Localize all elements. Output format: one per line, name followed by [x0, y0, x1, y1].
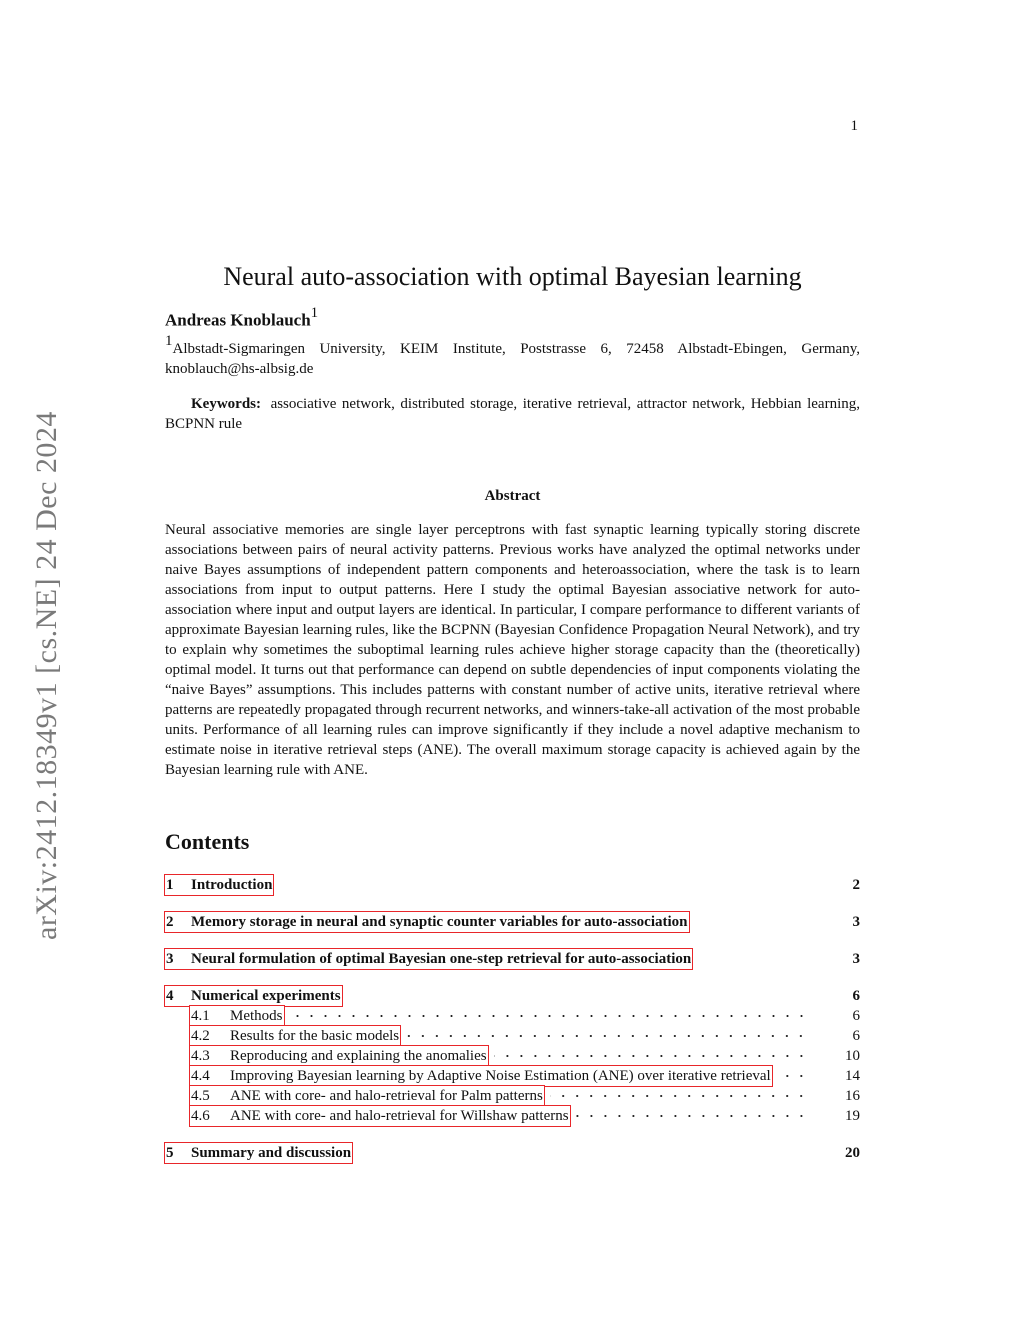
- toc-entry-number: 4: [166, 988, 174, 1004]
- toc-link[interactable]: [190, 1046, 488, 1066]
- toc-link[interactable]: [190, 1106, 570, 1126]
- abstract-heading: Abstract: [484, 488, 541, 504]
- toc-entry-title: Reproducing and explaining the anomalies: [230, 1048, 487, 1064]
- toc-entry-page: 16: [845, 1088, 860, 1104]
- toc-subsection-row: [165, 1066, 860, 1086]
- toc-section-row: [165, 1143, 860, 1163]
- toc-link[interactable]: [165, 986, 342, 1006]
- toc-subsection-row: [165, 1086, 860, 1106]
- toc-entry-number: 4.1: [191, 1008, 210, 1024]
- toc-entry-number: 4.5: [191, 1088, 210, 1104]
- toc-section-row: [165, 875, 860, 895]
- toc-entry-title: Memory storage in neural and synaptic counter variables for auto-association: [191, 914, 688, 930]
- toc-entry-title: ANE with core- and halo-retrieval for Willshaw patterns: [230, 1108, 569, 1124]
- toc-subsection-row: [165, 1106, 860, 1126]
- toc-dot-leader: [778, 1066, 810, 1086]
- toc-dot-leader: [692, 949, 840, 969]
- toc-link[interactable]: [190, 1006, 284, 1026]
- author-name: Andreas Knoblauch: [165, 310, 311, 330]
- toc-entry-title: Methods: [230, 1008, 283, 1024]
- toc-dot-leader: [406, 1026, 810, 1046]
- contents-heading: Contents: [165, 829, 250, 854]
- toc-entry-page: 2: [852, 877, 860, 893]
- author-affiliation-marker: 1: [310, 305, 319, 321]
- toc-entry-title: Results for the basic models: [230, 1028, 400, 1044]
- toc-entry-page: 3: [852, 951, 860, 967]
- toc-link[interactable]: [190, 1066, 772, 1086]
- toc-entry-number: 2: [166, 914, 174, 930]
- toc-entry-number: 4.4: [191, 1068, 210, 1084]
- toc-link[interactable]: [190, 1086, 544, 1106]
- toc-link[interactable]: [165, 949, 692, 969]
- keywords-text: associative network, distributed storage, iterative retrieval, attractor network, Hebbian learning, BCPNN rule: [165, 396, 860, 432]
- toc-section-row: [165, 912, 860, 932]
- toc-entry-number: 4.6: [191, 1108, 210, 1124]
- affiliation: [165, 333, 860, 379]
- toc-dot-leader: [689, 912, 840, 932]
- toc-section-row: [165, 949, 860, 969]
- toc-entry-page: 6: [852, 988, 860, 1004]
- toc-entry-page: 10: [845, 1048, 860, 1064]
- toc-subsection-row: [165, 1026, 860, 1046]
- toc-entry-page: 6: [852, 1028, 860, 1044]
- toc-subsection-row: [165, 1046, 860, 1066]
- toc-link[interactable]: [165, 912, 689, 932]
- toc-entry-title: Neural formulation of optimal Bayesian one-step retrieval for auto-association: [191, 951, 692, 967]
- page-number: 1: [850, 118, 858, 134]
- toc-entry-number: 1: [166, 877, 174, 893]
- toc-dot-leader: [352, 1143, 840, 1163]
- toc-entry-page: 20: [845, 1145, 860, 1161]
- paper-title: Neural auto-association with optimal Bayesian learning: [223, 262, 802, 291]
- toc-section-row: [165, 986, 860, 1006]
- arxiv-identifier-stamp: arXiv:2412.18349v1 [cs.NE] 24 Dec 2024: [30, 411, 63, 940]
- toc-entry-title: Numerical experiments: [191, 988, 341, 1004]
- affiliation-marker: 1: [165, 333, 173, 349]
- toc-link[interactable]: [165, 875, 273, 895]
- affiliation-text: Albstadt-Sigmaringen University, KEIM Institute, Poststrasse 6, 72458 Albstadt-Ebingen, Germany, knoblauch@hs-albsig.de: [165, 341, 860, 377]
- toc-link[interactable]: [190, 1026, 400, 1046]
- toc-entry-number: 5: [166, 1145, 174, 1161]
- toc-entry-number: 3: [166, 951, 174, 967]
- keywords: [165, 394, 860, 434]
- toc-link[interactable]: [165, 1143, 352, 1163]
- toc-entry-title: Improving Bayesian learning by Adaptive Noise Estimation (ANE) over iterative retrieval: [230, 1068, 771, 1084]
- toc-entry-title: Summary and discussion: [191, 1145, 352, 1161]
- keywords-label: Keywords:: [191, 396, 261, 412]
- toc-dot-leader: [273, 875, 840, 895]
- toc-dot-leader: [290, 1006, 811, 1026]
- toc-entry-page: 6: [852, 1008, 860, 1024]
- toc-dot-leader: [494, 1046, 810, 1066]
- abstract-body: Neural associative memories are single layer perceptrons with fast synaptic learning typically storing discrete associations between pairs of neural activity patterns. Previous works have analyzed the optimal networks under naive Bayes assumptions of independent pattern components and heteroassociation, where the task is to learn associations from input to output patterns. Here I study the optimal Bayesian associative network for auto-association where input and output layers are identical. In particular, I compare performance to different variants of approximate Bayesian learning rules, like the BCPNN (Bayesian Confidence Propagation Neural Network), and try to explain why sometimes the suboptimal learning rules achieve higher storage capacity than the (theoretically) optimal model. It turns out that performance can depend on subtle dependencies of input components violating the “naive Bayes” assumptions. This includes patterns with constant number of active units, iterative retrieval where patterns are repeatedly propagated through recurrent networks, and winners-take-all activation of the most probable units. Performance of all learning rules can improve significantly if they include a novel adaptive mechanism to estimate noise in iterative retrieval steps (ANE). The overall maximum storage capacity is achieved again by the Bayesian learning rule with ANE.: [165, 522, 860, 778]
- author-line: [165, 307, 860, 331]
- toc-entry-page: 14: [845, 1068, 860, 1084]
- toc-entry-page: 19: [845, 1108, 860, 1124]
- toc-dot-leader: [550, 1086, 810, 1106]
- toc-entry-number: 4.2: [191, 1028, 210, 1044]
- toc-entry-title: ANE with core- and halo-retrieval for Palm patterns: [230, 1088, 543, 1104]
- toc-subsection-row: [165, 1006, 860, 1026]
- toc-dot-leader: [342, 986, 840, 1006]
- toc-dot-leader: [576, 1106, 810, 1126]
- toc-entry-number: 4.3: [191, 1048, 210, 1064]
- toc-entry-page: 3: [852, 914, 860, 930]
- table-of-contents: [165, 875, 860, 1163]
- toc-entry-title: Introduction: [191, 877, 273, 893]
